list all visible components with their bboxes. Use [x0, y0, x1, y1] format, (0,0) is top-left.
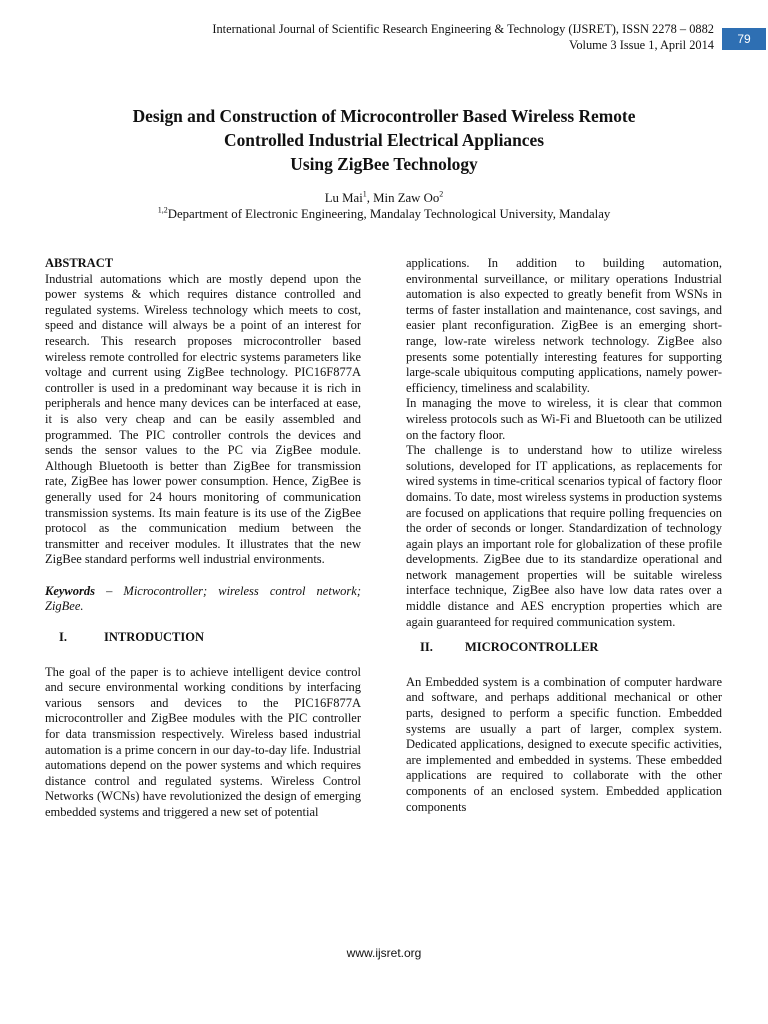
left-column — [45, 256, 361, 821]
section-number: I. — [59, 630, 67, 645]
introduction-continued-para-3: The challenge is to understand how to utilize wireless solutions, developed for IT applications, as replacements for wired systems in time-critical scenarios typical of factory floor domains. To date, most wireless systems in production systems are focused on applications that require polling frequencies on the order of seconds or longer. Standardization of technology again plays an important role for globalization of these profile developments. ZigBee due to its standardize operational and network management properties will be suitable wireless interface technique, ZigBee also have low data rates over a middle distance and AES encryption properties which are again guaranteed for required communication system. — [406, 443, 722, 629]
journal-name: International Journal of Scientific Research Engineering & Technology (IJSRET), ISSN 2278 – 0882 — [212, 22, 714, 36]
author-list — [0, 190, 768, 206]
affiliation-superscript: 1,2 — [157, 205, 168, 215]
paper-title — [40, 104, 728, 176]
author-name: Min Zaw Oo — [373, 191, 440, 205]
title-line-3: Using ZigBee Technology — [290, 154, 478, 174]
keywords-text: – Microcontroller; wireless control network; ZigBee. — [45, 583, 361, 614]
right-column — [406, 256, 722, 815]
microcontroller-text: An Embedded system is a combination of computer hardware and software, and perhaps additional mechanical or other parts, designed to perform a specific function. Embedded systems are usually a part of larger, complex system. Dedicated applications, designed to execute specific activities, are implemented and embedded in systems. These embedded applications are required to collaborate with the other components of an enclosed system. Embedded application components — [406, 674, 722, 814]
author-superscript: 1 — [362, 189, 367, 199]
abstract-text: Industrial automations which are mostly depend upon the power systems & which requires distance controlled and regulated systems. Wireless technology which meets to cost, speed and distance will always be a point of an interest for research. This research proposes microcontroller based wireless remote controlled for electric systems parameters like voltage and current using ZigBee technology. PIC16F877A controller is used in a predominant way because it is rich in peripherals and hence many devices can be interfaced at ease, it is also very cheap and can be easily assembled and programmed. The PIC controller controls the devices and sends the sensor values to the PC via ZigBee module. Although Bluetooth is better than ZigBee for transmission rate, ZigBee has lower power consumption. Hence, ZigBee is generally used for 24 hours monitoring of communication transmission systems. Its main feature is its use of the ZigBee protocol as the communication medium between the transmitter and receiver modules. It illustrates that the new ZigBee standard performs well industrial environments. — [45, 271, 361, 567]
introduction-continued-para-1: applications. In addition to building automation, environmental surveillance, or military operations Industrial automation is also expected to greatly benefit from WSNs in terms of faster installation and maintenance, cost savings, and easier plant reconfiguration. ZigBee is an emerging short-range, low-rate wireless network technology. ZigBee also presents some potentially interesting features for supporting large-scale ubiquitous computing applications, namely power-efficiency, timeliness and scalability. — [406, 256, 722, 395]
volume-info: Volume 3 Issue 1, April 2014 — [568, 38, 714, 52]
affiliation — [0, 206, 768, 222]
title-line-2: Controlled Industrial Electrical Appliances — [224, 130, 544, 150]
title-line-1: Design and Construction of Microcontroller Based Wireless Remote — [132, 106, 636, 126]
section-number: II. — [420, 640, 433, 655]
footer-url: www.ijsret.org — [346, 946, 422, 960]
affiliation-text: Department of Electronic Engineering, Mandalay Technological University, Mandalay — [167, 207, 611, 221]
section-heading-introduction — [45, 630, 361, 646]
author-name: Lu Mai — [324, 191, 363, 205]
keywords — [45, 584, 361, 615]
introduction-continued-para-2: In managing the move to wireless, it is clear that common wireless protocols such as Wi-Fi and Bluetooth can be utilized on the factory floor. — [406, 396, 722, 442]
author-separator: , — [366, 191, 374, 205]
section-title: INTRODUCTION — [104, 630, 205, 645]
section-heading-microcontroller — [406, 640, 722, 656]
section-title: MICROCONTROLLER — [465, 640, 599, 655]
abstract-heading: ABSTRACT — [45, 256, 114, 270]
keywords-label: Keywords — [45, 583, 95, 598]
introduction-text: The goal of the paper is to achieve intelligent device control and secure environmental working conditions by interfacing various sensors and devices to the PIC16F877A microcontroller and ZigBee modules with the PIC controller for data transmission respectively. Wireless based industrial automation is a prime concern in our day-to-day life. Industrial automations depend on the power systems and which requires distance control and regulated systems. Wireless Control Networks (WCNs) have revolutionized the design of emerging embedded systems and triggered a new set of potential — [45, 664, 361, 819]
page-number-badge: 79 — [722, 28, 766, 50]
author-superscript: 2 — [439, 189, 444, 199]
